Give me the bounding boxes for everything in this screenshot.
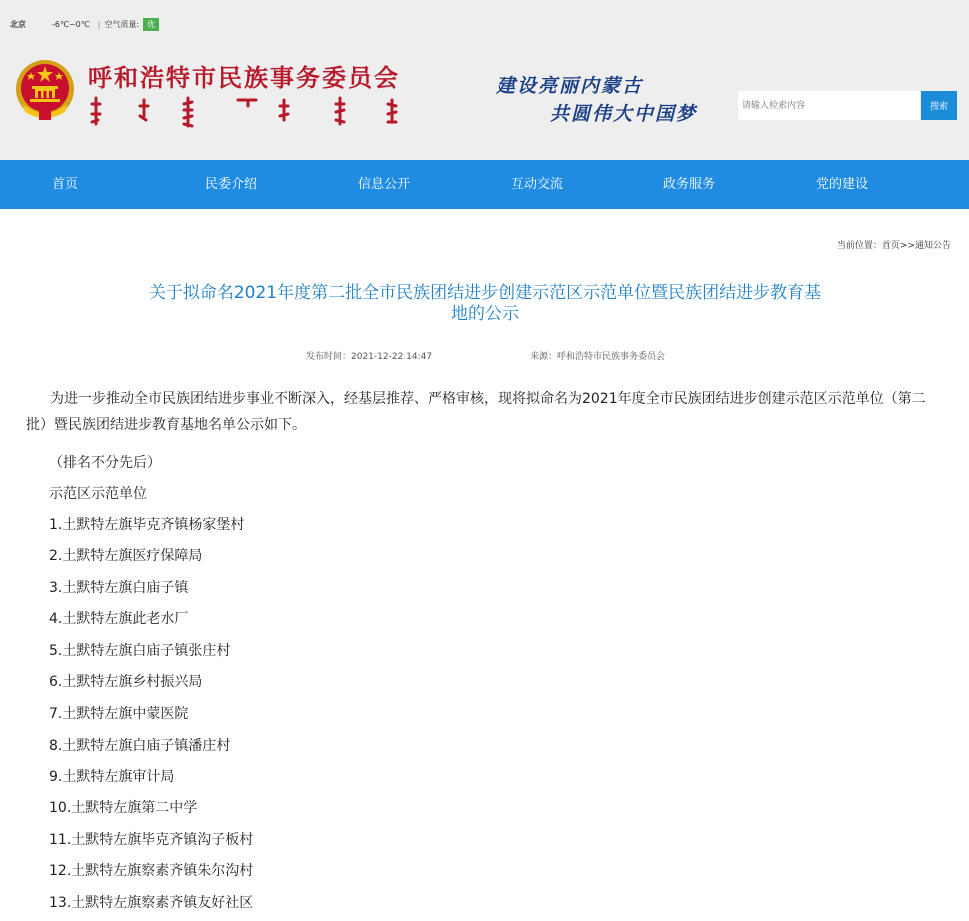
search-input[interactable] (738, 91, 920, 120)
list-item: 12.土默特左旗察素齐镇朱尔沟村 (49, 863, 254, 879)
list-item: 10.土默特左旗第二中学 (49, 800, 198, 816)
publish-time: 发布时间：2021-12-22 14:47 (306, 352, 433, 362)
breadcrumb: 当前位置：首页>>通知公告 (836, 241, 951, 251)
list-item: 1.土默特左旗毕克齐镇杨家堡村 (49, 517, 245, 533)
weather-bar (10, 14, 159, 34)
slogan-line-1: 建设亮丽内蒙古 (496, 75, 644, 97)
article-title (100, 283, 870, 325)
article-title-line-1: 关于拟命名2021年度第二批全市民族团结进步创建示范区示范单位暨民族团结进步教育基 (148, 283, 822, 303)
list-item: 4.土默特左旗此老水厂 (49, 611, 189, 627)
intro-paragraph: 为进一步推动全市民族团结进步事业不断深入，经基层推荐、严格审核，现将拟命名为2021年度全市民族团结进步创建示范区示范单位（第二批）暨民族团结进步教育基地名单公示如下。 (26, 391, 926, 433)
article-title-line-2: 地的公示 (451, 304, 519, 324)
section-heading: 示范区示范单位 (49, 486, 147, 502)
list-item: 7.土默特左旗中蒙医院 (49, 706, 189, 722)
site-header (0, 0, 969, 160)
weather-city: 北京 (10, 19, 26, 29)
list-item: 2.土默特左旗医疗保障局 (49, 548, 203, 564)
mongolian-script-title (88, 94, 408, 128)
air-quality-label: 空气质量: (104, 19, 140, 29)
site-title: 呼和浩特市民族事务委员会 (88, 63, 400, 92)
list-item: 9.土默特左旗审计局 (49, 769, 175, 785)
list-item: 8.土默特左旗白庙子镇潘庄村 (49, 738, 231, 754)
national-emblem-icon (15, 56, 75, 122)
nav-item-home[interactable]: 首页 (51, 177, 78, 192)
list-item: 13.土默特左旗察素齐镇友好社区 (49, 895, 254, 911)
nav-item-info-disclosure[interactable]: 信息公开 (357, 177, 410, 192)
nav-item-government-services[interactable]: 政务服务 (662, 177, 715, 192)
air-quality-badge: 优 (143, 18, 159, 31)
slogan-line-2: 共圆伟大中国梦 (550, 103, 698, 125)
list-item: 5.土默特左旗白庙子镇张庄村 (49, 643, 231, 659)
nav-item-interaction[interactable]: 互动交流 (510, 177, 563, 192)
list-item: 11.土默特左旗毕克齐镇沟子板村 (49, 832, 254, 848)
weather-temperature: -6℃~0℃ (52, 19, 90, 29)
article-intro (26, 386, 946, 438)
article-source: 来源：呼和浩特市民族事务委员会 (530, 352, 666, 362)
ranking-note: （排名不分先后） (49, 455, 161, 471)
list-item: 6.土默特左旗乡村振兴局 (49, 674, 203, 690)
weather-separator: | (97, 19, 101, 29)
list-item: 3.土默特左旗白庙子镇 (49, 580, 189, 596)
nav-item-party-building[interactable]: 党的建设 (815, 177, 868, 192)
slogan (496, 72, 697, 128)
nav-item-about[interactable]: 民委介绍 (204, 177, 257, 192)
main-nav (0, 160, 969, 209)
search-button[interactable]: 搜索 (921, 91, 957, 120)
